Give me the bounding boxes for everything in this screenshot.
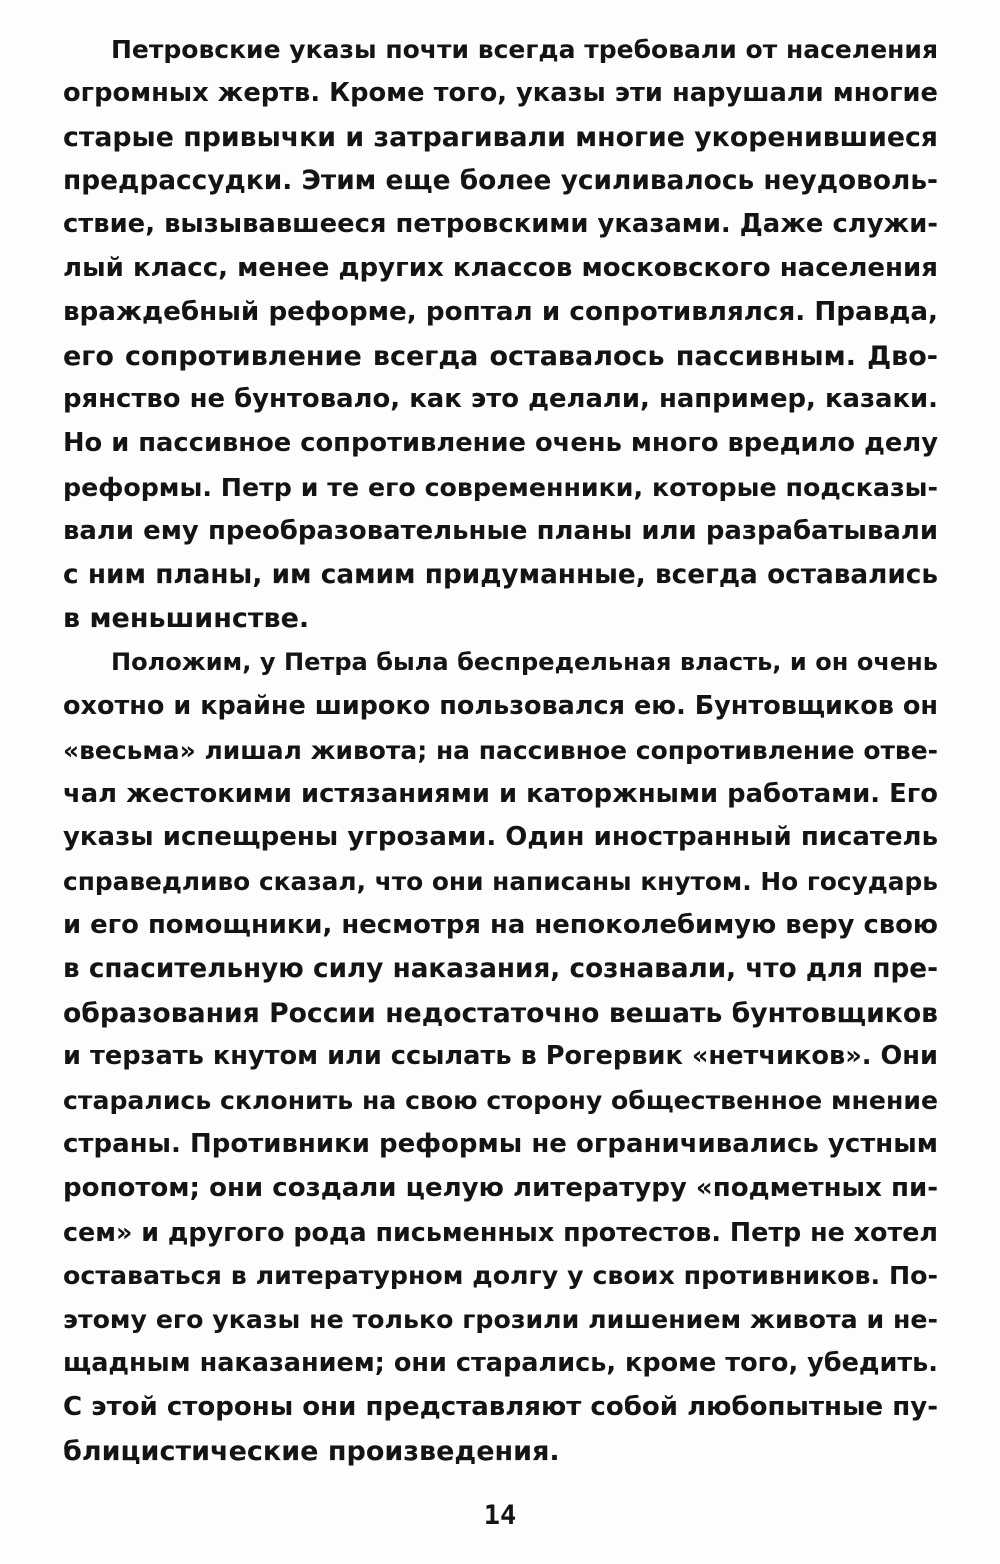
- text-line: ствие, вызывавшееся петровскими указами. Даже служи-: [63, 209, 938, 240]
- text-line: оставаться в литературном долгу у своих противников. По-: [63, 1261, 938, 1291]
- text-line: в меньшинстве.: [63, 603, 310, 635]
- text-line: реформы. Петр и те его современники, которые подсказы-: [63, 472, 938, 502]
- text-line: и его помощники, несмотря на непоколебимую веру свою: [63, 909, 938, 940]
- text-line: Но и пассивное сопротивление очень много вредило делу: [63, 428, 938, 459]
- text-line: рянство не бунтовало, как это делали, например, казаки.: [63, 384, 938, 415]
- text-line: этому его указы не только грозили лишением живота и не-: [63, 1305, 938, 1335]
- body-text: [63, 28, 938, 1473]
- paragraph-2: [63, 641, 938, 1473]
- text-line: с ним планы, им самим придуманные, всегда оставались: [63, 559, 938, 590]
- page-number: 14: [483, 1500, 517, 1531]
- text-line: ропотом; они создали целую литературу «подметных пи-: [63, 1172, 938, 1203]
- text-line: вали ему преобразовательные планы или разрабатывали: [63, 515, 938, 546]
- text-line: лый класс, менее других классов московского населения: [63, 252, 938, 283]
- text-line: Положим, у Петра была беспредельная власть, и он очень: [111, 648, 938, 677]
- text-line: «весьма» лишал живота; на пассивное сопротивление отве-: [63, 735, 938, 765]
- text-line: справедливо сказал, что они написаны кнутом. Но государь: [63, 867, 938, 897]
- text-line: предрассудки. Этим еще более усиливалось неудоволь-: [63, 165, 938, 197]
- text-line: старались склонить на свою сторону общественное мнение: [63, 1086, 938, 1116]
- text-line: щадным наказанием; они старались, кроме того, убедить.: [63, 1347, 938, 1378]
- text-line: старые привычки и затрагивали многие укоренившиеся: [63, 121, 938, 153]
- text-line: огромных жертв. Кроме того, указы эти нарушали многие: [63, 77, 938, 108]
- text-line: охотно и крайне широко пользовался ею. Бунтовщиков он: [63, 690, 938, 721]
- text-line: и терзать кнутом или ссылать в Рогервик «нетчиков». Они: [63, 1041, 938, 1072]
- text-line: Петровские указы почти всегда требовали от населения: [111, 35, 938, 64]
- text-line: блицистические произведения.: [63, 1435, 560, 1467]
- text-line: враждебный реформе, роптал и сопротивлялся. Правда,: [63, 296, 938, 327]
- text-line: чал жестокими истязаниями и каторжными работами. Его: [63, 778, 938, 809]
- text-line: его сопротивление всегда оставалось пассивным. Дво-: [63, 340, 938, 372]
- text-line: страны. Противники реформы не ограничивались устным: [63, 1128, 938, 1159]
- text-line: образования России недостаточно вешать бунтовщиков: [63, 997, 938, 1029]
- text-line: сем» и другого рода письменных протестов. Петр не хотел: [63, 1216, 938, 1247]
- text-line: указы испещрены угрозами. Один иностранный писатель: [63, 822, 938, 853]
- paragraph-1: [63, 28, 938, 641]
- text-line: в спасительную силу наказания, сознавали, что для пре-: [63, 953, 938, 984]
- text-line: С этой стороны они представляют собой любопытные пу-: [63, 1391, 938, 1422]
